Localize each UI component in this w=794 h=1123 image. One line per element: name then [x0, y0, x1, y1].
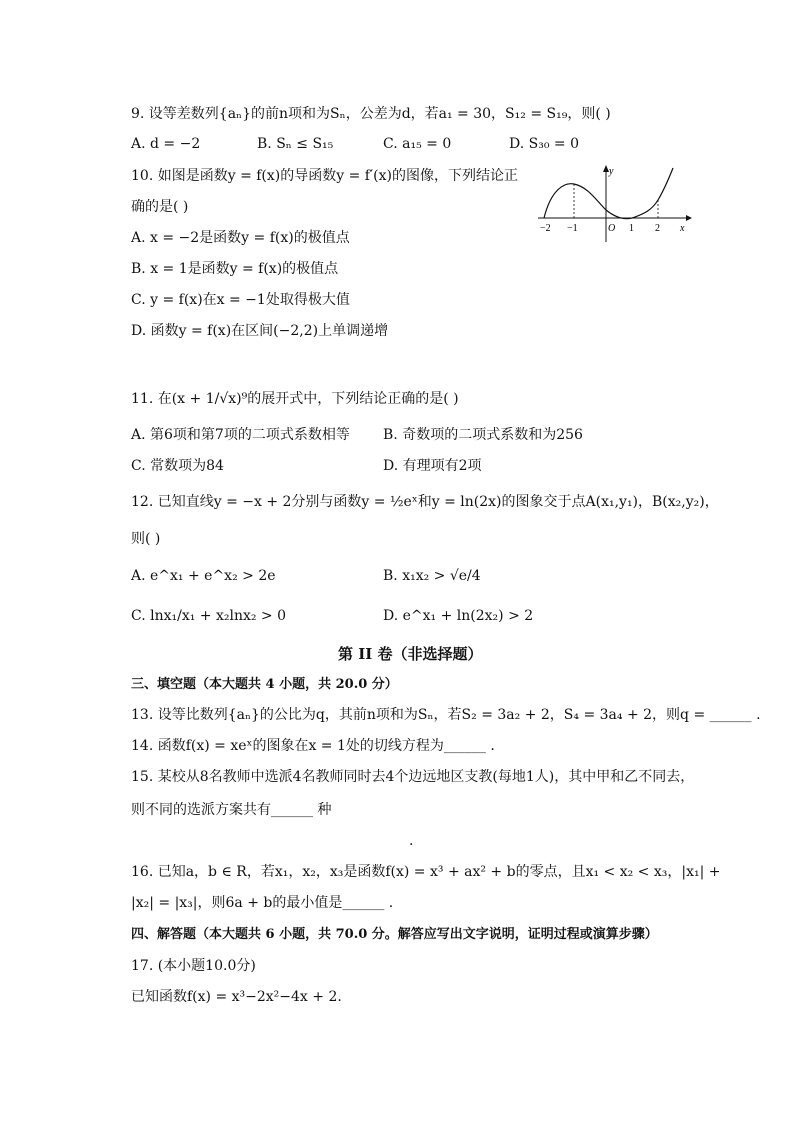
- q12-option-c: C. lnx₁/x₁ + x₂lnx₂ > 0: [131, 608, 287, 624]
- q12-stem-line2: 则( ): [131, 531, 161, 547]
- q9-stem: 9. 设等差数列{aₙ}的前n项和为Sₙ，公差为d，若a₁ = 30，S₁₂ = S₁₉，则( ): [131, 106, 611, 122]
- graph-tick-neg2: −2: [540, 223, 551, 234]
- q11-option-b: B. 奇数项的二项式系数和为256: [383, 427, 583, 443]
- q11-option-d: D. 有理项有2项: [383, 458, 482, 474]
- q10-option-c: C. y = f(x)在x = −1处取得极大值: [131, 292, 350, 308]
- graph-tick-neg1: −1: [567, 223, 578, 234]
- q16-line2: |x₂| = |x₃|，则6a + b的最小值是______ .: [131, 895, 394, 911]
- derivative-graph: [536, 160, 696, 245]
- q9-option-d: D. S₃₀ = 0: [509, 136, 579, 152]
- q9-option-b: B. Sₙ ≤ S₁₅: [257, 136, 334, 152]
- q11-option-c: C. 常数项为84: [131, 458, 224, 474]
- q10-option-d: D. 函数y = f(x)在区间(−2,2)上单调递增: [131, 323, 389, 339]
- q15-line2: 则不同的选派方案共有______ 种: [131, 802, 332, 818]
- graph-origin-label: O: [608, 223, 616, 234]
- q13-text: 13. 设等比数列{aₙ}的公比为q，其前n项和为Sₙ，若S₂ = 3a₂ + 2，S₄ = 3a₄ + 2，则q = ______ .: [131, 707, 761, 723]
- q12-option-a: A. e^x₁ + e^x₂ > 2e: [131, 568, 276, 584]
- q15-dot: .: [409, 833, 414, 849]
- q12-stem-line1: 12. 已知直线y = −x + 2分别与函数y = ½eˣ和y = ln(2x)的图象交于点A(x₁,y₁)，B(x₂,y₂)，: [131, 494, 719, 510]
- q10-option-b: B. x = 1是函数y = f(x)的极值点: [131, 261, 339, 277]
- q17-label: 17. (本小题10.0分): [131, 958, 256, 974]
- q16-line1: 16. 已知a，b ∈ R，若x₁，x₂，x₃是函数f(x) = x³ + ax² + b的零点，且x₁ < x₂ < x₃，|x₁| +: [131, 864, 721, 880]
- q10-stem-line1: 10. 如图是函数y = f(x)的导函数y = f′(x)的图像，下列结论正: [131, 168, 518, 184]
- graph-y-label: y: [609, 166, 614, 177]
- section4-heading: 四、解答题（本大题共 6 小题，共 70.0 分。解答应写出文字说明，证明过程或演算步骤）: [131, 927, 658, 942]
- q11-stem: 11. 在(x + 1/√x)⁹的展开式中，下列结论正确的是( ): [131, 391, 459, 407]
- graph-x-label: x: [680, 223, 685, 234]
- q12-option-b: B. x₁x₂ > √e/4: [383, 568, 481, 584]
- graph-tick-1: 1: [629, 223, 634, 234]
- x-axis-arrow: [686, 215, 692, 221]
- graph-tick-2: 2: [655, 223, 660, 234]
- q14-text: 14. 函数f(x) = xeˣ的图象在x = 1处的切线方程为______ .: [131, 738, 495, 754]
- q11-option-a: A. 第6项和第7项的二项式系数相等: [131, 427, 350, 443]
- part2-title: 第 II 卷（非选择题）: [338, 645, 483, 663]
- q15-line1: 15. 某校从8名教师中选派4名教师同时去4个边远地区支教(每地1人)，其中甲和乙不同去，: [131, 769, 695, 785]
- section3-heading: 三、填空题（本大题共 4 小题，共 20.0 分）: [131, 677, 398, 692]
- q12-option-d: D. e^x₁ + ln(2x₂) > 2: [383, 608, 534, 624]
- q10-option-a: A. x = −2是函数y = f(x)的极值点: [131, 230, 350, 246]
- q9-option-a: A. d = −2: [131, 136, 201, 152]
- q9-option-c: C. a₁₅ = 0: [383, 136, 452, 152]
- q10-stem-line2: 确的是( ): [131, 199, 189, 215]
- q17-text: 已知函数f(x) = x³−2x²−4x + 2.: [131, 989, 342, 1005]
